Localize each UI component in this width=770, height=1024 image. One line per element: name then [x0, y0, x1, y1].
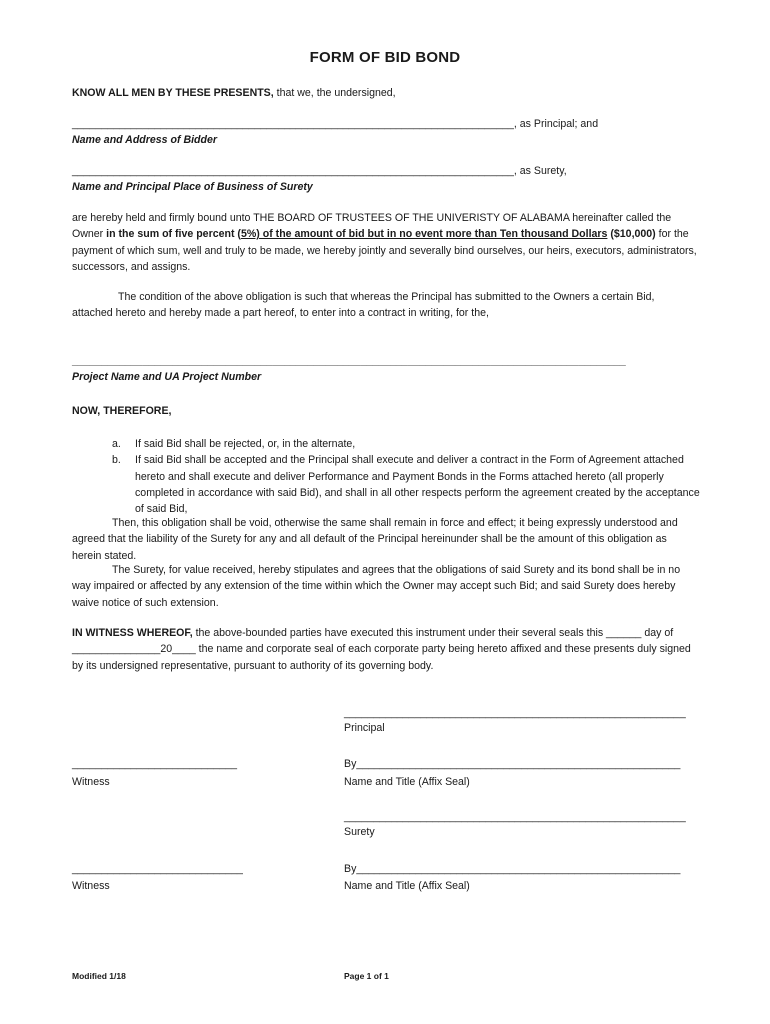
- witness-lead: IN WITNESS WHEREOF,: [72, 627, 193, 639]
- witness-rest: the above-bounded parties have executed this instrument under their several seals this ______ day of _______________20____ the name and corporate seal of each corporate party being hereto affixed and these presents duly signed by its undersigned representative, pursuant to authority of its governing body.: [72, 627, 691, 672]
- bound-bold-2: ($10,000): [607, 228, 656, 241]
- footer-page-number: Page 1 of 1: [344, 971, 389, 981]
- bound-text-2: for the payment of which sum, well and truly to be made, we hereby jointly and severally bind ourselves, our heirs, executors, administrators, successors, and assigns.: [72, 228, 697, 273]
- list-item-text: If said Bid shall be rejected, or, in the alternate,: [135, 438, 356, 450]
- then-paragraph: Then, this obligation shall be void, otherwise the same shall remain in force and effect; it being expressly understood and agreed that the liability of the Surety for any and all default of the Principal hereinunder shall be the amount of this obligation as herein stated.: [72, 517, 678, 562]
- list-item: [112, 452, 720, 517]
- project-blank-line: ______________________________________________________________________________________________: [72, 355, 626, 367]
- now-therefore-heading: NOW, THEREFORE,: [72, 405, 172, 417]
- intro-rest: that we, the undersigned,: [273, 87, 396, 99]
- witness1-signature-line: ____________________________: [72, 758, 237, 770]
- by2-signature-line: By_______________________________________________________: [344, 863, 681, 875]
- footer-modified: Modified 1/18: [72, 971, 126, 981]
- by1-label: Name and Title (Affix Seal): [344, 776, 470, 788]
- principal-blank-line: ___________________________________________________________________________, as Principal; and: [72, 118, 599, 130]
- witness2-label: Witness: [72, 880, 110, 892]
- bound-bold-1: in the sum of five percent (: [106, 228, 241, 241]
- principal-label: Name and Address of Bidder: [72, 134, 218, 146]
- bound-paragraph: [72, 210, 697, 275]
- by1-signature-line: By_______________________________________________________: [344, 758, 681, 770]
- by2-label: Name and Title (Affix Seal): [344, 880, 470, 892]
- witness-paragraph: [72, 625, 697, 674]
- bound-text-1: are hereby held and firmly bound unto THE BOARD OF TRUSTEES OF THE UNIVERISTY OF ALABAMA hereinafter called the Owner: [72, 212, 672, 241]
- bound-underlined-amount: 5%) of the amount of bid but in no event more than Ten thousand Dollars: [240, 228, 608, 241]
- intro-line: [72, 86, 396, 101]
- principal-signature-line: __________________________________________________________: [344, 707, 686, 719]
- list-item-number: a.: [112, 438, 121, 450]
- list-item-text: If said Bid shall be accepted and the Principal shall execute and deliver a contract in the Form of Agreement attached hereto and shall execute and deliver Performance and Payment Bonds in the Forms attached hereto (all properly completed in accordance with said Bid), and shall in all other respects perform the agreement created by the acceptance of said Bid,: [135, 454, 700, 516]
- witness2-signature-line: _____________________________: [72, 863, 243, 875]
- surety-paragraph: The Surety, for value received, hereby stipulates and agrees that the obligations of said Surety and its bond shall be in no way impaired or affected by any extension of the time within which the Owner may accept such Bid; and said Surety does hereby waive notice of such extension.: [72, 564, 681, 609]
- surety-blank-line: ___________________________________________________________________________, as Surety,: [72, 165, 567, 177]
- conditions-list: [112, 436, 720, 517]
- surety-signature-line: __________________________________________________________: [344, 811, 686, 823]
- surety-signature-label: Surety: [344, 826, 375, 838]
- witness1-label: Witness: [72, 776, 110, 788]
- condition-paragraph: The condition of the above obligation is such that whereas the Principal has submitted to the Owners a certain Bid, attached hereto and hereby made a part hereof, to enter into a contract in writing, for the,: [72, 291, 655, 320]
- list-item-number: b.: [112, 454, 121, 467]
- project-label: Project Name and UA Project Number: [72, 371, 262, 383]
- surety-label: Name and Principal Place of Business of Surety: [72, 181, 313, 193]
- list-item: [112, 436, 720, 452]
- intro-lead: KNOW ALL MEN BY THESE PRESENTS,: [72, 87, 274, 99]
- page-title: FORM OF BID BOND: [309, 49, 461, 66]
- principal-signature-label: Principal: [344, 722, 385, 734]
